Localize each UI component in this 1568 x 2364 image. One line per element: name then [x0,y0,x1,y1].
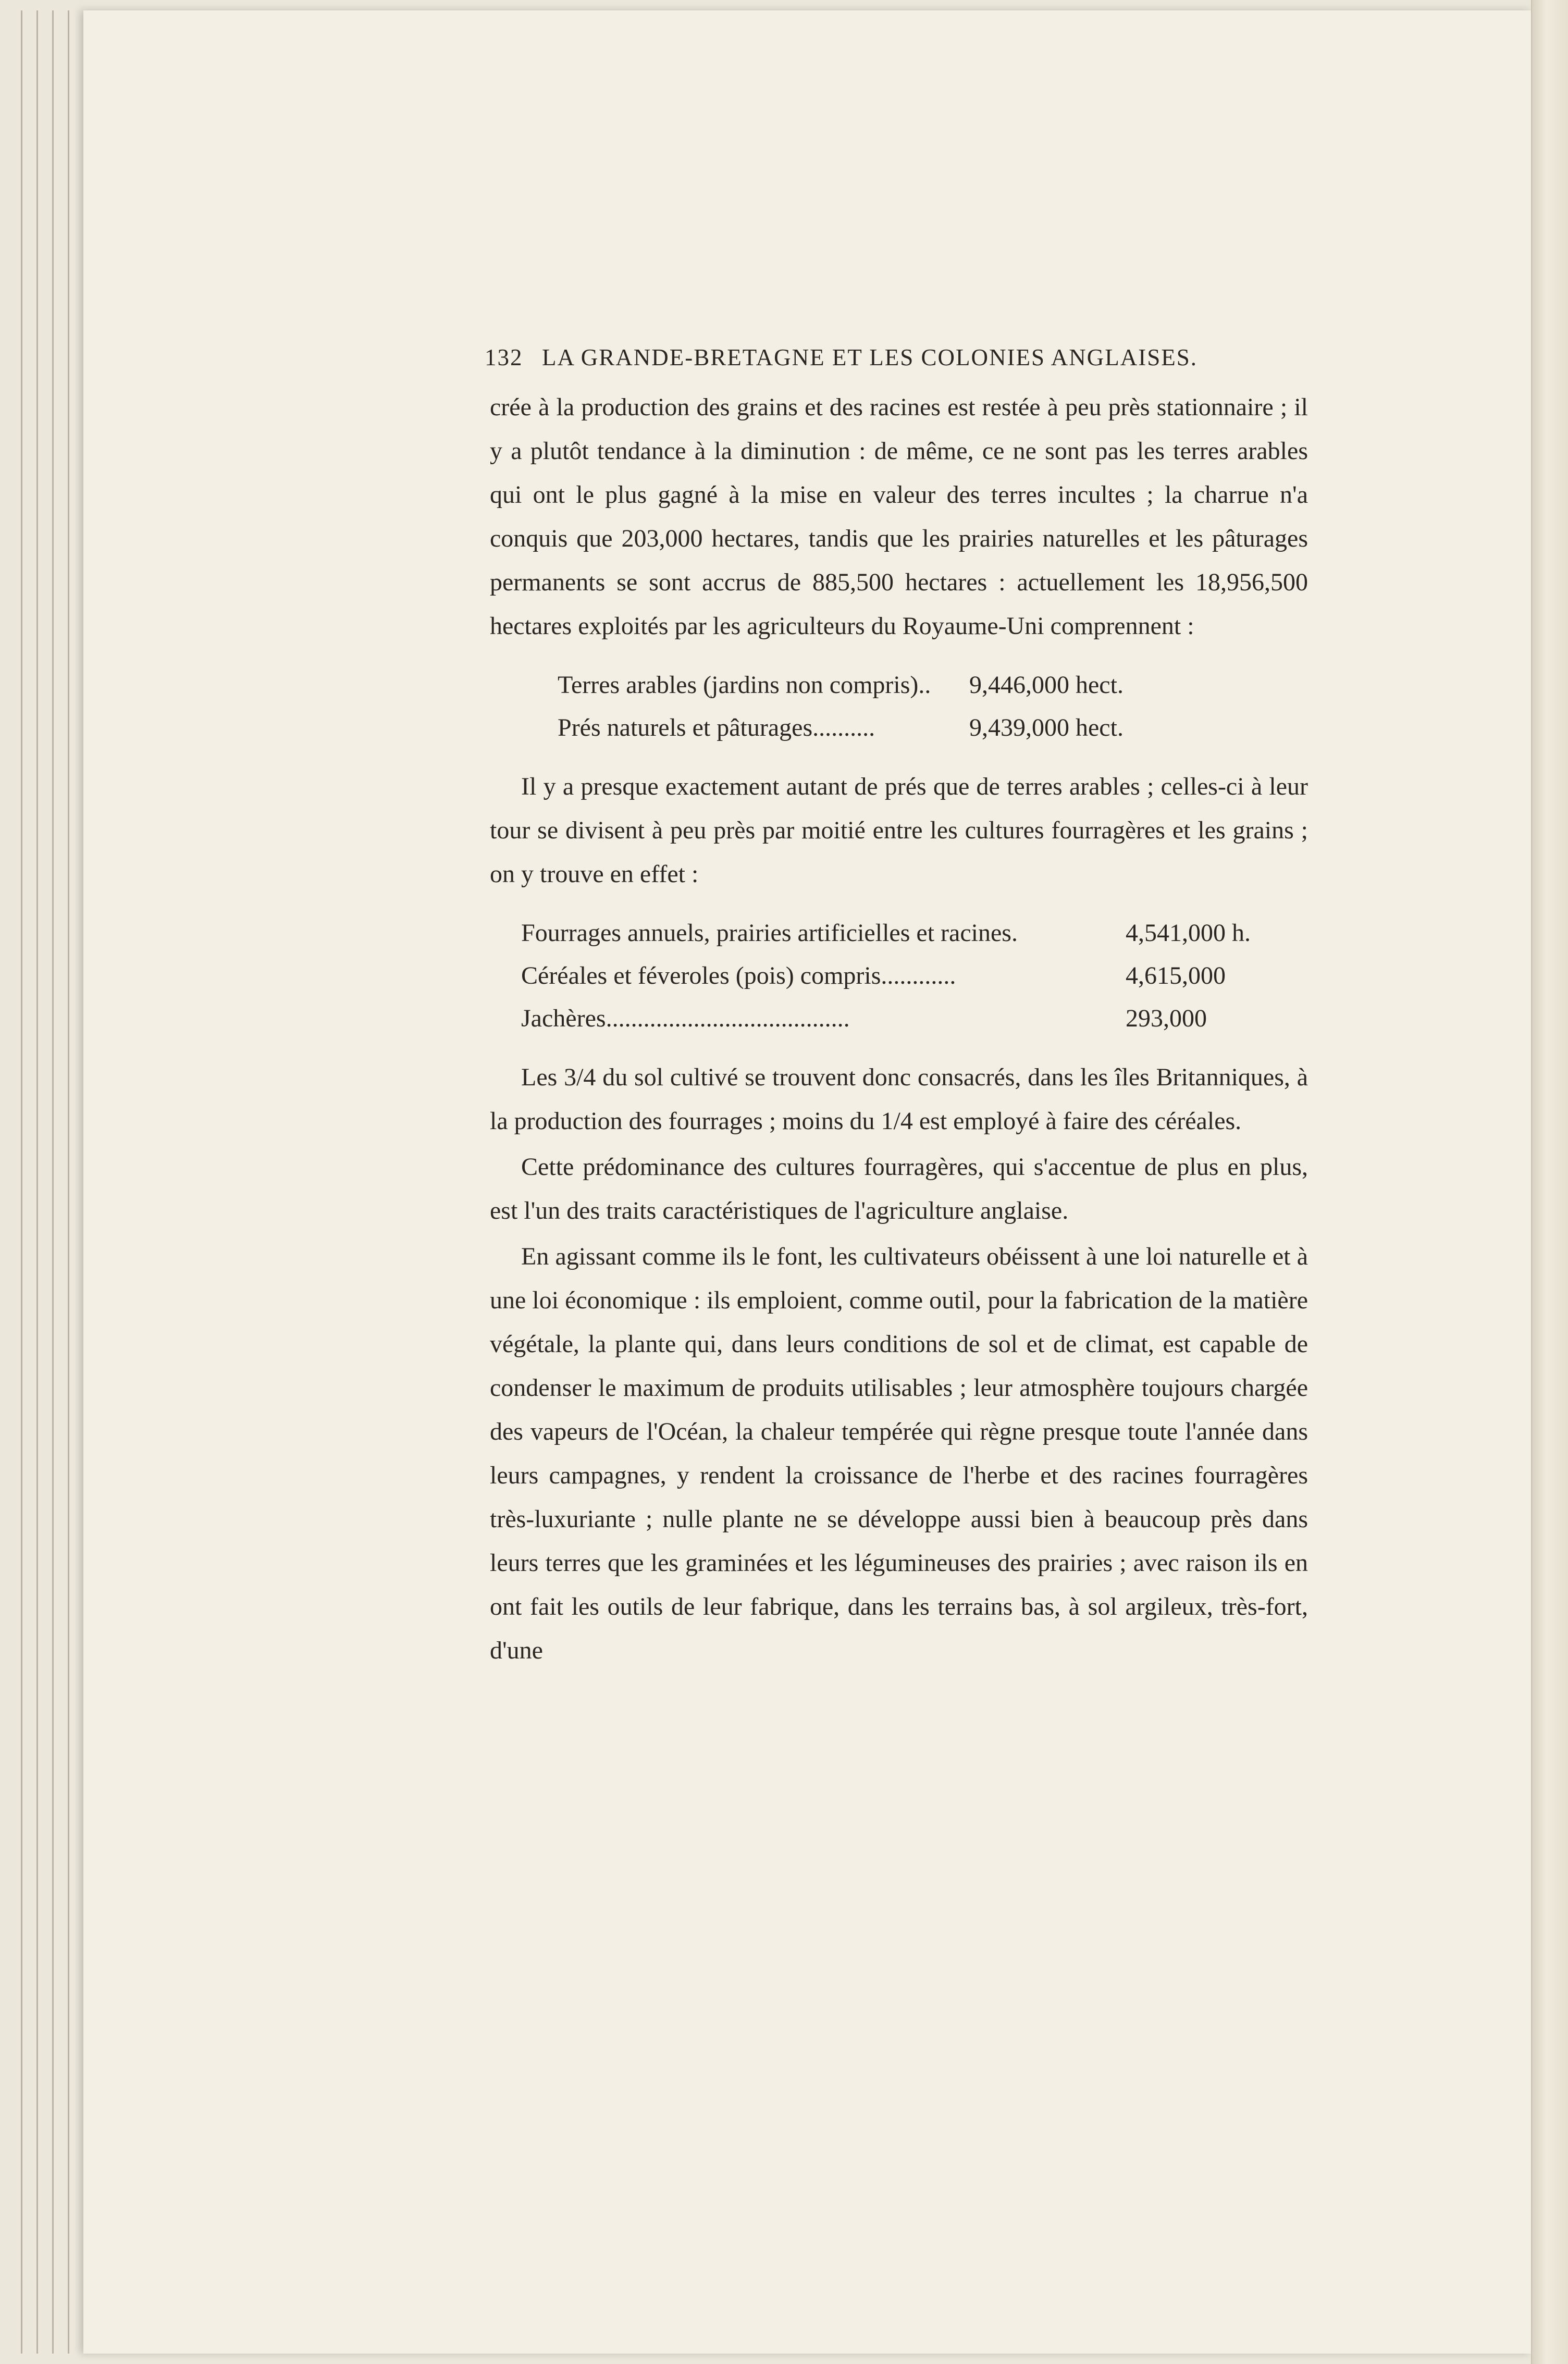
row-label: Terres arables (jardins non compris).. [558,671,931,699]
table-row [490,955,1308,997]
page-number: 132 [485,344,523,370]
row-label: Fourrages annuels, prairies artificielles et racines. [521,919,1018,947]
table-row [490,707,1308,749]
row-label: Prés naturels et pâturages.......... [558,714,875,741]
row-value: 9,439,000 hect. [969,714,1123,741]
paragraph: Il y a presque exactement autant de prés que de terres arables ; celles-ci à leur tour se divisent à peu près par moitié entre les cultures fourragères et les grains ; on y trouve en effet : [490,773,1308,888]
facing-page-edge [1531,0,1568,2364]
crop-table [490,912,1308,1040]
table-row [490,997,1308,1040]
table-row [490,912,1308,955]
page-edge [36,10,38,2354]
paragraph: Cette prédominance des cultures fourragères, qui s'accentue de plus en plus, est l'un des traits caractéristiques de l'agriculture anglaise. [490,1153,1308,1224]
page-text [485,344,1308,1673]
running-header [485,344,1308,381]
page-edge [52,10,54,2354]
paragraph: crée à la production des grains et des racines est restée à peu près stationnaire ; il y a plutôt tendance à la diminution : de même, ce ne sont pas les terres arables qui ont le plus gagné à la mise en valeur des terres incultes ; la charrue n'a conquis que 203,000 hectares, tandis que les prairies naturelles et les pâturages permanents se sont accrus de 885,500 hectares : actuellement les 18,956,500 hectares exploités par les agriculteurs du Royaume-Uni comprennent : [490,393,1308,640]
row-label: Céréales et féveroles (pois) compris............ [521,962,956,989]
land-use-table [490,664,1308,749]
row-value: 4,615,000 [1126,962,1226,989]
row-value: 293,000 [1126,1005,1207,1032]
row-value: 4,541,000 h. [1126,919,1251,947]
row-value: 9,446,000 hect. [969,671,1123,699]
page-edge [21,10,22,2354]
paragraph: En agissant comme ils le font, les cultivateurs obéissent à une loi naturelle et à une loi économique : ils emploient, comme outil, pour la fabrication de la matière végétale, la plante qui, dans leurs conditions de sol et de climat, est capable de condenser le maximum de produits utilisables ; leur atmosphère toujours chargée des vapeurs de l'Océan, la chaleur tempérée qui règne presque toute l'année dans leurs campagnes, y rendent la croissance de l'herbe et des racines fourragères très-luxuriante ; nulle plante ne se développe aussi bien à beaucoup près dans leurs terres que les graminées et les légumineuses des prairies ; avec raison ils en ont fait les outils de leur fabrique, dans les terrains bas, à sol argileux, très-fort, d'une [490,1243,1308,1664]
page-edge [68,10,69,2354]
running-title: LA GRANDE-BRETAGNE ET LES COLONIES ANGLAISES. [542,344,1198,370]
row-label: Jachères....................................... [521,1005,850,1032]
table-row [490,664,1308,707]
paragraph: Les 3/4 du sol cultivé se trouvent donc consacrés, dans les îles Britanniques, à la production des fourrages ; moins du 1/4 est employé à faire des céréales. [490,1063,1308,1135]
